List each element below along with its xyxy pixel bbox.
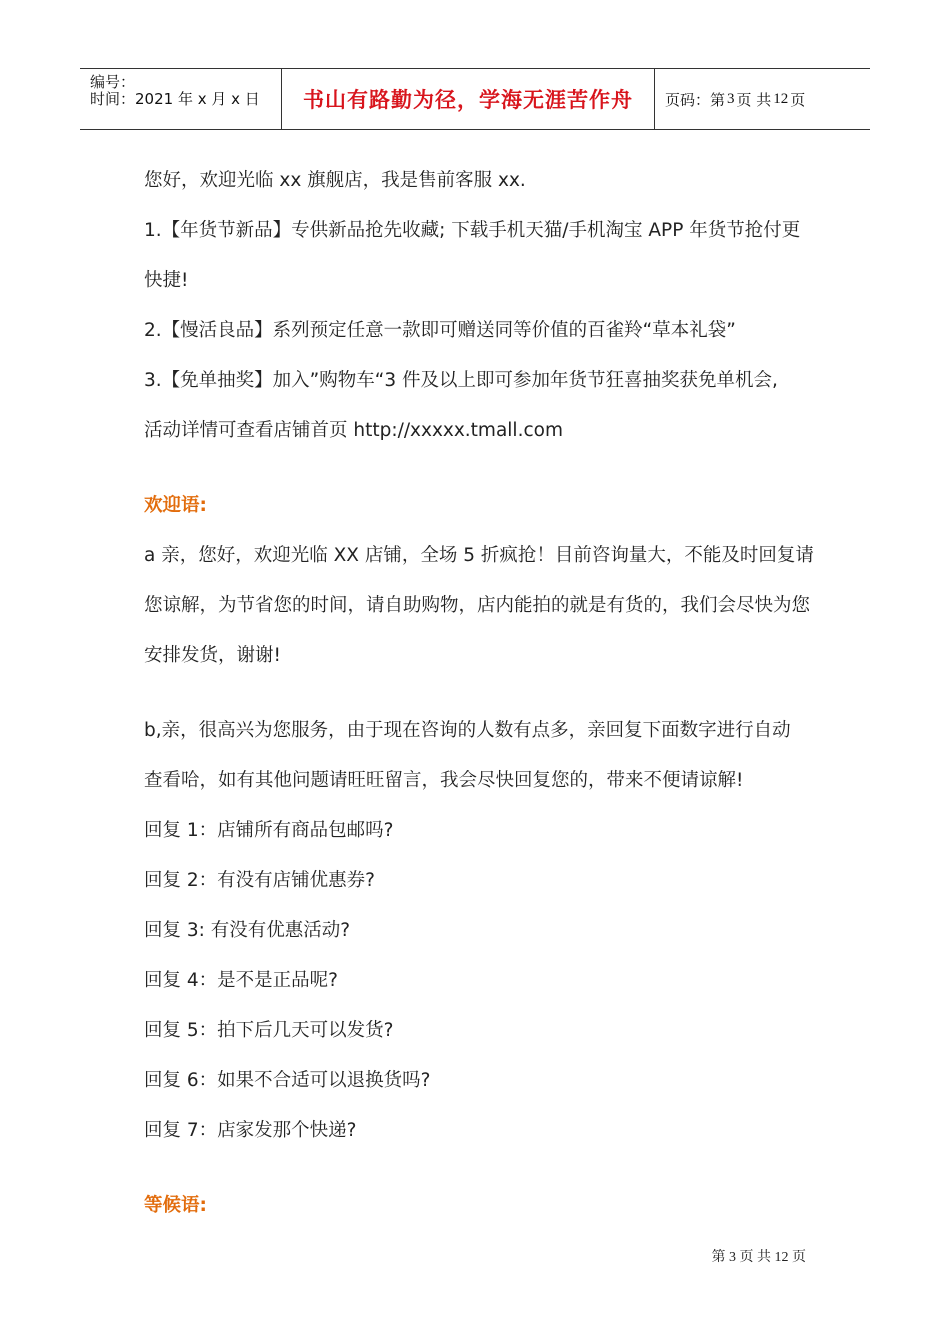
welcome-b-line: 查看哈，如有其他问题请旺旺留言，我会尽快回复您的，带来不便请谅解! (144, 770, 744, 791)
welcome-a-line: 安排发货，谢谢! (144, 645, 281, 666)
page-suffix: 页 (790, 90, 806, 109)
intro-line: 您好，欢迎光临 xx 旗舰店，我是售前客服 xx. (144, 170, 526, 191)
page-current: 3 (727, 90, 735, 107)
header-motto-cell (282, 69, 655, 129)
reply-item: 回复 7：店家发那个快递? (144, 1120, 357, 1141)
page-footer: 第 3 页 共 12 页 (711, 1250, 806, 1265)
reply-item: 回复 1：店铺所有商品包邮吗? (144, 820, 394, 841)
header-meta (80, 69, 282, 129)
intro-line: 1.【年货节新品】专供新品抢先收藏; 下载手机天猫/手机淘宝 APP 年货节抢付更 (144, 220, 801, 241)
document-date: 时间：2021 年 x 月 x 日 (90, 90, 260, 108)
reply-item: 回复 3: 有没有优惠活动? (144, 920, 351, 941)
document-number-label: 编号： (90, 73, 136, 91)
page-prefix: 页码：第 (665, 90, 726, 109)
intro-line: 活动详情可查看店铺首页 http://xxxxx.tmall.com (144, 420, 563, 441)
reply-item: 回复 6：如果不合适可以退换货吗? (144, 1070, 431, 1091)
page-header (80, 68, 870, 130)
reply-item: 回复 4：是不是正品呢? (144, 970, 338, 991)
intro-line: 3.【免单抽奖】加入”购物车“3 件及以上即可参加年货节狂喜抽奖获免单机会, (144, 370, 778, 391)
intro-line: 2.【慢活良品】系列预定任意一款即可赠送同等价值的百雀羚“草本礼袋” (144, 320, 736, 341)
intro-line: 快捷! (144, 270, 189, 291)
document-body (144, 156, 824, 1231)
reply-item: 回复 5：拍下后几天可以发货? (144, 1020, 394, 1041)
waiting-heading: 等候语: (144, 1195, 207, 1216)
header-page-number (655, 69, 870, 129)
welcome-a-line: 您谅解，为节省您的时间，请自助购物，店内能拍的就是有货的，我们会尽快为您 (144, 595, 811, 616)
page-total: 12 (773, 90, 789, 107)
motto: 书山有路勤为径，学海无涯苦作舟 (303, 87, 633, 112)
welcome-a-line: a 亲，您好，欢迎光临 XX 店铺，全场 5 折疯抢！目前咨询量大，不能及时回复请 (144, 545, 814, 566)
welcome-b-line: b,亲，很高兴为您服务，由于现在咨询的人数有点多，亲回复下面数字进行自动 (144, 720, 791, 741)
welcome-heading: 欢迎语: (144, 495, 207, 516)
reply-item: 回复 2：有没有店铺优惠券? (144, 870, 375, 891)
page-middle: 页 共 (736, 90, 772, 109)
